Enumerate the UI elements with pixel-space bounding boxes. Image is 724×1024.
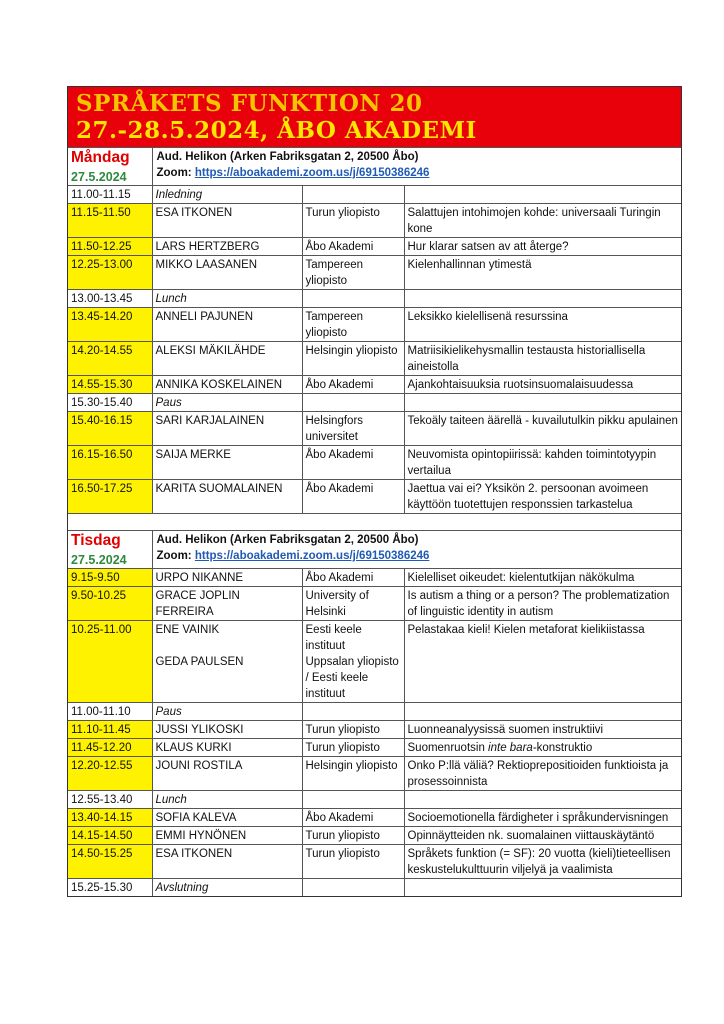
empty-cell (404, 394, 681, 412)
speaker-cell (152, 721, 302, 739)
day-date: 27.5.2024 (71, 553, 127, 567)
speaker-name: ESA ITKONEN (155, 848, 233, 860)
institution-cell (302, 845, 404, 879)
institution-cell (302, 308, 404, 342)
talk-title: Kielelliset oikeudet: kielentutkijan näkökulma (407, 572, 635, 584)
speaker-name: ENE VAINIK (155, 624, 220, 636)
speaker-cell (152, 809, 302, 827)
speaker-name: JOUNI ROSTILA (155, 760, 243, 772)
talk-title-cell (404, 238, 681, 256)
talk-row (68, 809, 681, 827)
talk-row (68, 238, 681, 256)
speaker-name: ALEKSI MÄKILÄHDE (155, 345, 266, 357)
speaker-cell (152, 342, 302, 376)
speaker-cell (152, 446, 302, 480)
institution: Tampereen yliopisto (305, 259, 364, 287)
break-label: Lunch (152, 290, 302, 308)
time-cell: 16.15-16.50 (68, 446, 152, 480)
time-cell: 9.15-9.50 (68, 569, 152, 587)
program-sheet (67, 86, 682, 897)
time-cell: 13.00-13.45 (68, 290, 152, 308)
day-spacer-row (68, 514, 681, 531)
venue-cell (152, 531, 681, 569)
talk-title-cell (404, 721, 681, 739)
talk-title-cell (404, 739, 681, 757)
talk-title: Neuvomista opintopiirissä: kahden toimintotyypin vertailua (407, 449, 657, 477)
speaker-cell (152, 827, 302, 845)
venue-text: Aud. Helikon (Arken Fabriksgatan 2, 20500 Åbo) (156, 151, 419, 163)
institution-cell (302, 827, 404, 845)
talk-title-pre: Suomenruotsin (407, 742, 489, 754)
talk-title-cell (404, 621, 681, 703)
time-cell: 14.15-14.50 (68, 827, 152, 845)
speaker-cell (152, 757, 302, 791)
talk-row (68, 721, 681, 739)
talk-title: Pelastakaa kieli! Kielen metaforat kielikiistassa (407, 624, 645, 636)
speaker-cell (152, 376, 302, 394)
talk-row (68, 412, 681, 446)
talk-row (68, 621, 681, 703)
zoom-link[interactable]: https://aboakademi.zoom.us/j/69150386246 (194, 550, 430, 562)
institution: Åbo Akademi (305, 572, 374, 584)
institution: Tampereen yliopisto (305, 311, 364, 339)
break-row (68, 703, 681, 721)
talk-row (68, 587, 681, 621)
time-cell: 15.25-15.30 (68, 879, 152, 897)
speaker-name-2: GEDA PAULSEN (155, 656, 244, 668)
empty-cell (404, 186, 681, 204)
talk-title-cell (404, 446, 681, 480)
talk-title-cell (404, 204, 681, 238)
zoom-label: Zoom: (156, 550, 192, 562)
speaker-name: KARITA SUOMALAINEN (155, 483, 283, 495)
institution: University of Helsinki (305, 590, 369, 618)
talk-title: Opinnäytteiden nk. suomalainen viittauskäytäntö (407, 830, 655, 842)
talk-title: Onko P:llä väliä? Rektioprepositioiden funktioista ja prosessoinnista (407, 760, 669, 788)
institution-cell (302, 480, 404, 514)
time-cell: 11.45-12.20 (68, 739, 152, 757)
title-line-1: SPRÅKETS FUNKTION 20 (76, 90, 423, 117)
talk-title: Is autism a thing or a person? The problematization of linguistic identity in autism (407, 590, 670, 618)
talk-title-cell (404, 845, 681, 879)
talk-title-cell (404, 308, 681, 342)
talk-title-cell (404, 757, 681, 791)
break-label: Avslutning (152, 879, 302, 897)
speaker-name: GRACE JOPLIN FERREIRA (155, 590, 240, 618)
speaker-cell (152, 587, 302, 621)
speaker-cell (152, 412, 302, 446)
institution-cell (302, 446, 404, 480)
time-cell: 11.00-11.15 (68, 186, 152, 204)
empty-cell (302, 703, 404, 721)
break-label: Paus (152, 394, 302, 412)
time-cell: 11.50-12.25 (68, 238, 152, 256)
spacer-cell (68, 514, 681, 531)
break-label: Lunch (152, 791, 302, 809)
talk-row (68, 446, 681, 480)
time-cell: 11.10-11.45 (68, 721, 152, 739)
speaker-name: MIKKO LAASANEN (155, 259, 258, 271)
schedule-table (68, 147, 681, 896)
talk-title-cell (404, 256, 681, 290)
empty-cell (302, 290, 404, 308)
empty-cell (302, 879, 404, 897)
break-row (68, 791, 681, 809)
speaker-name: EMMI HYNÖNEN (155, 830, 247, 842)
time-cell: 13.40-14.15 (68, 809, 152, 827)
time-cell: 16.50-17.25 (68, 480, 152, 514)
talk-title-cell (404, 342, 681, 376)
talk-title-cell (404, 827, 681, 845)
break-label: Inledning (152, 186, 302, 204)
break-row (68, 879, 681, 897)
institution: Helsingin yliopisto (305, 345, 398, 357)
speaker-name: ESA ITKONEN (155, 207, 233, 219)
talk-title-em: inte bara (488, 742, 533, 754)
day-header-row (68, 531, 681, 569)
institution-2: Uppsalan yliopisto / Eesti keele instituut (305, 656, 399, 700)
empty-cell (302, 186, 404, 204)
talk-title: Kielenhallinnan ytimestä (407, 259, 532, 271)
time-cell: 12.25-13.00 (68, 256, 152, 290)
speaker-cell (152, 238, 302, 256)
talk-row (68, 569, 681, 587)
day-label-cell (68, 148, 152, 186)
speaker-name: ANNELI PAJUNEN (155, 311, 254, 323)
time-cell: 10.25-11.00 (68, 621, 152, 703)
speaker-name: URPO NIKANNE (155, 572, 244, 584)
speaker-cell (152, 204, 302, 238)
talk-title: Salattujen intohimojen kohde: universaali Turingin kone (407, 207, 661, 235)
talk-title-cell (404, 569, 681, 587)
empty-cell (404, 703, 681, 721)
day-label-cell (68, 531, 152, 569)
title-line-2: 27.-28.5.2024, ÅBO AKADEMI (76, 117, 477, 144)
speaker-name: SOFIA KALEVA (155, 812, 237, 824)
talk-row (68, 845, 681, 879)
time-cell: 12.55-13.40 (68, 791, 152, 809)
talk-row (68, 480, 681, 514)
talk-title-cell (404, 412, 681, 446)
institution-cell (302, 342, 404, 376)
talk-title: Hur klarar satsen av att återge? (407, 241, 569, 253)
talk-title: Tekoäly taiteen äärellä - kuvailutulkin pikku apulainen (407, 415, 678, 427)
talk-title-cell (404, 376, 681, 394)
break-row (68, 290, 681, 308)
talk-title: Socioemotionella färdigheter i språkundervisningen (407, 812, 669, 824)
institution-cell (302, 256, 404, 290)
empty-cell (302, 791, 404, 809)
institution-cell (302, 739, 404, 757)
institution: Åbo Akademi (305, 379, 374, 391)
talk-title-cell (404, 480, 681, 514)
talk-row (68, 376, 681, 394)
institution-cell (302, 204, 404, 238)
institution: Turun yliopisto (305, 848, 380, 860)
title-banner (68, 87, 681, 147)
institution: Åbo Akademi (305, 449, 374, 461)
institution-cell (302, 757, 404, 791)
talk-title: Leksikko kielellisenä resurssina (407, 311, 568, 323)
speaker-name: SARI KARJALAINEN (155, 415, 265, 427)
speaker-cell (152, 256, 302, 290)
speaker-name: LARS HERTZBERG (155, 241, 260, 253)
institution: Åbo Akademi (305, 241, 374, 253)
time-cell: 15.40-16.15 (68, 412, 152, 446)
talk-title: Ajankohtaisuuksia ruotsinsuomalaisuudessa (407, 379, 634, 391)
zoom-link[interactable]: https://aboakademi.zoom.us/j/69150386246 (194, 167, 430, 179)
talk-title-post: -konstruktio (532, 742, 593, 754)
institution: Turun yliopisto (305, 742, 380, 754)
institution: Turun yliopisto (305, 724, 380, 736)
time-cell: 12.20-12.55 (68, 757, 152, 791)
speaker-cell (152, 569, 302, 587)
empty-cell (404, 879, 681, 897)
zoom-label: Zoom: (156, 167, 192, 179)
time-cell: 15.30-15.40 (68, 394, 152, 412)
institution-cell (302, 721, 404, 739)
empty-cell (404, 791, 681, 809)
institution: Helsingfors universitet (305, 415, 364, 443)
time-cell: 11.15-11.50 (68, 204, 152, 238)
talk-title: Jaettua vai ei? Yksikön 2. persoonan avoimeen käyttöön tuotettujen responssien tarkastelua (407, 483, 649, 511)
empty-cell (302, 394, 404, 412)
day-date: 27.5.2024 (71, 170, 127, 184)
talk-title-cell (404, 587, 681, 621)
break-row (68, 394, 681, 412)
institution-cell (302, 569, 404, 587)
speaker-cell (152, 845, 302, 879)
institution: Helsingin yliopisto (305, 760, 398, 772)
institution: Åbo Akademi (305, 483, 374, 495)
day-name: Tisdag (71, 532, 121, 549)
time-cell: 11.00-11.10 (68, 703, 152, 721)
empty-cell (404, 290, 681, 308)
time-cell: 9.50-10.25 (68, 587, 152, 621)
time-cell: 14.50-15.25 (68, 845, 152, 879)
venue-text: Aud. Helikon (Arken Fabriksgatan 2, 20500 Åbo) (156, 534, 419, 546)
talk-row (68, 739, 681, 757)
institution: Turun yliopisto (305, 830, 380, 842)
talk-title: Matriisikielikehysmallin testausta historiallisella aineistolla (407, 345, 646, 373)
institution-cell (302, 621, 404, 703)
venue-cell (152, 148, 681, 186)
time-cell: 14.20-14.55 (68, 342, 152, 376)
break-row (68, 186, 681, 204)
zoom-line (157, 165, 679, 181)
cell-gap (156, 638, 299, 654)
speaker-name: SAIJA MERKE (155, 449, 231, 461)
day-header-row (68, 148, 681, 186)
speaker-cell (152, 308, 302, 342)
break-label: Paus (152, 703, 302, 721)
institution-cell (302, 809, 404, 827)
speaker-name: KLAUS KURKI (155, 742, 232, 754)
institution-cell (302, 376, 404, 394)
institution: Åbo Akademi (305, 812, 374, 824)
talk-row (68, 827, 681, 845)
institution-cell (302, 412, 404, 446)
talk-title: Språkets funktion (= SF): 20 vuotta (kieli)tieteellisen keskustelukulttuurin viljelyä ja vaalimista (407, 848, 671, 876)
zoom-line (157, 548, 679, 564)
time-cell: 14.55-15.30 (68, 376, 152, 394)
talk-row (68, 204, 681, 238)
speaker-name: JUSSI YLIKOSKI (155, 724, 244, 736)
day-name: Måndag (71, 149, 130, 166)
institution: Turun yliopisto (305, 207, 380, 219)
talk-row (68, 342, 681, 376)
talk-row (68, 256, 681, 290)
talk-title-cell (404, 809, 681, 827)
institution-cell (302, 587, 404, 621)
time-cell: 13.45-14.20 (68, 308, 152, 342)
talk-row (68, 757, 681, 791)
talk-title: Luonneanalyysissä suomen instruktiivi (407, 724, 604, 736)
talk-row (68, 308, 681, 342)
speaker-cell (152, 480, 302, 514)
speaker-name: ANNIKA KOSKELAINEN (155, 379, 283, 391)
institution: Eesti keele instituut (305, 624, 362, 652)
speaker-cell (152, 621, 302, 703)
speaker-cell (152, 739, 302, 757)
institution-cell (302, 238, 404, 256)
